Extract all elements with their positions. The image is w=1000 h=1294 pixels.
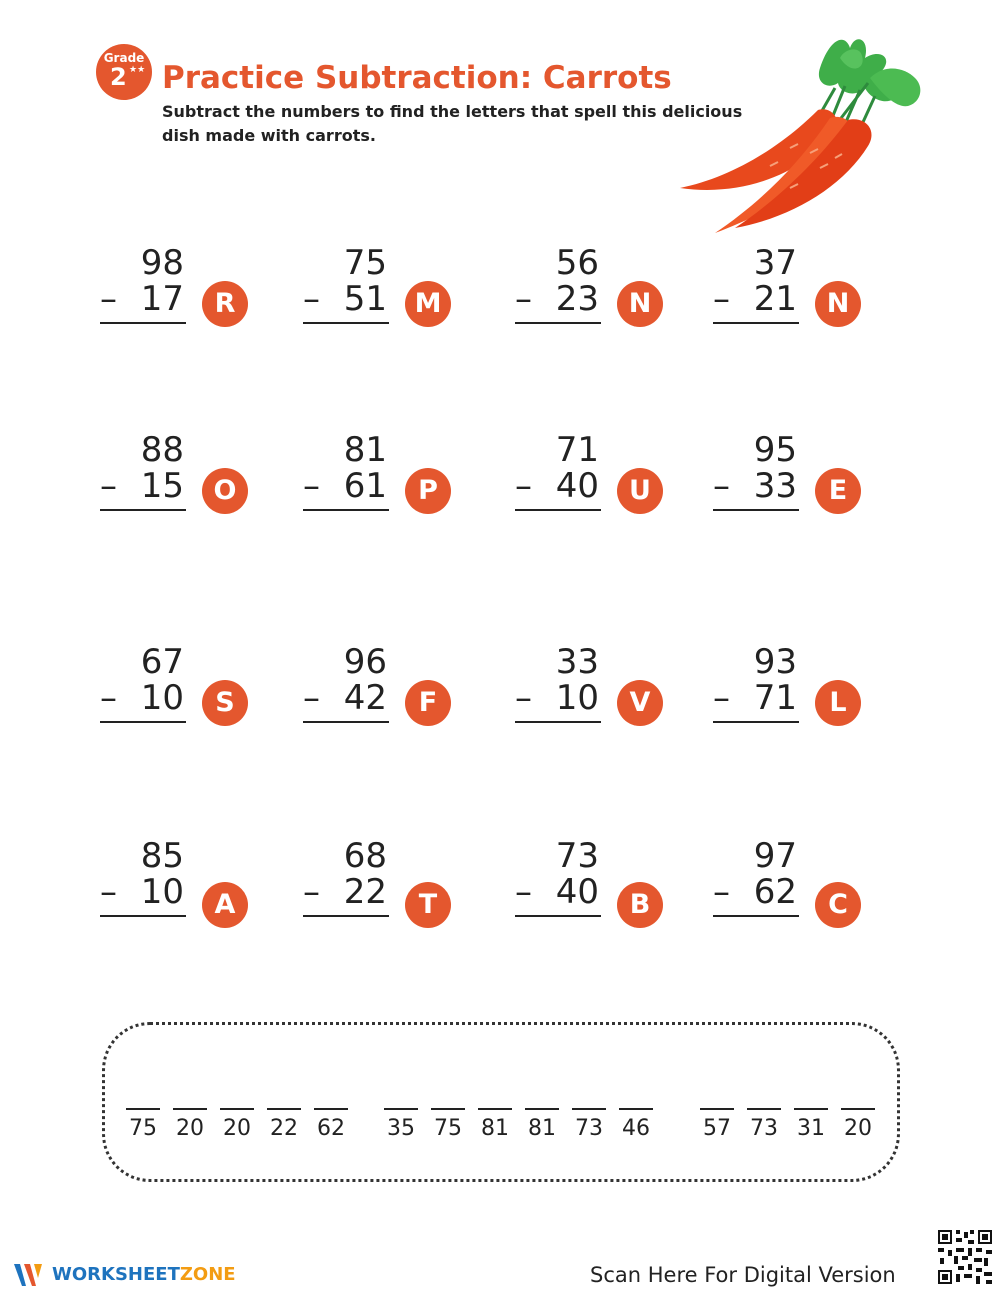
- minus-sign: –: [713, 678, 730, 718]
- blank-line: [619, 1108, 653, 1110]
- subtrahend: 23: [555, 279, 599, 319]
- blank-line: [314, 1108, 348, 1110]
- blank-number: 20: [223, 1116, 251, 1141]
- blank-number: 35: [387, 1116, 415, 1141]
- answer-line: [713, 509, 799, 511]
- worksheetzone-logo-icon: [12, 1260, 48, 1290]
- answer-blank[interactable]: [126, 1108, 160, 1141]
- minuend: 56: [555, 243, 599, 283]
- blank-number: 20: [844, 1116, 872, 1141]
- answer-blank[interactable]: [384, 1108, 418, 1141]
- answer-blank[interactable]: [700, 1108, 734, 1141]
- minuend: 96: [343, 642, 387, 682]
- letter-badge: O: [202, 468, 248, 514]
- minus-sign: –: [303, 466, 320, 506]
- grade-stars-icon: ★★: [129, 65, 146, 75]
- answer-line: [713, 721, 799, 723]
- minuend: 68: [343, 836, 387, 876]
- blank-number: 22: [270, 1116, 298, 1141]
- answer-blank[interactable]: [747, 1108, 781, 1141]
- letter-badge: F: [405, 680, 451, 726]
- minuend: 93: [753, 642, 797, 682]
- minus-sign: –: [713, 872, 730, 912]
- subtrahend: 17: [140, 279, 184, 319]
- subtraction-problem: [303, 245, 503, 345]
- answer-blank[interactable]: [619, 1108, 653, 1141]
- subtrahend: 42: [343, 678, 387, 718]
- minuend: 97: [753, 836, 797, 876]
- subtrahend: 10: [555, 678, 599, 718]
- blank-number: 81: [481, 1116, 509, 1141]
- blank-number: 57: [703, 1116, 731, 1141]
- subtrahend: 40: [555, 466, 599, 506]
- grade-label: Grade: [103, 51, 145, 65]
- blank-line: [478, 1108, 512, 1110]
- blank-line: [220, 1108, 254, 1110]
- answer-blank[interactable]: [314, 1108, 348, 1141]
- answer-blank[interactable]: [173, 1108, 207, 1141]
- minus-sign: –: [303, 678, 320, 718]
- minuend: 81: [343, 430, 387, 470]
- minus-sign: –: [100, 466, 117, 506]
- answer-blank[interactable]: [794, 1108, 828, 1141]
- minuend: 37: [753, 243, 797, 283]
- brand-name-part1: WORKSHEET: [52, 1264, 180, 1285]
- brand-name-part2: ZONE: [179, 1264, 236, 1285]
- subtraction-problem: [515, 644, 715, 744]
- subtrahend: 10: [140, 872, 184, 912]
- blank-line: [384, 1108, 418, 1110]
- blank-line: [747, 1108, 781, 1110]
- answer-line: [100, 509, 186, 511]
- blank-number: 31: [797, 1116, 825, 1141]
- subtrahend: 61: [343, 466, 387, 506]
- blank-line: [173, 1108, 207, 1110]
- blank-number: 20: [176, 1116, 204, 1141]
- blank-line: [431, 1108, 465, 1110]
- blank-line: [525, 1108, 559, 1110]
- minuend: 71: [555, 430, 599, 470]
- minuend: 67: [140, 642, 184, 682]
- subtraction-problem: [303, 432, 503, 532]
- subtraction-problem: [713, 644, 913, 744]
- blank-number: 81: [528, 1116, 556, 1141]
- answer-line: [100, 721, 186, 723]
- subtraction-problem: [100, 644, 300, 744]
- minus-sign: –: [515, 678, 532, 718]
- subtraction-problem: [515, 838, 715, 938]
- answer-line: [303, 322, 389, 324]
- subtrahend: 10: [140, 678, 184, 718]
- page-subtitle: Subtract the numbers to find the letters that spell this delicious dish made with carrots.: [162, 102, 743, 145]
- minuend: 95: [753, 430, 797, 470]
- blank-number: 75: [129, 1116, 157, 1141]
- blank-line: [794, 1108, 828, 1110]
- answer-line: [303, 721, 389, 723]
- letter-badge: V: [617, 680, 663, 726]
- answer-box: [102, 1022, 900, 1182]
- minus-sign: –: [100, 872, 117, 912]
- letter-badge: M: [405, 281, 451, 327]
- blank-number: 75: [434, 1116, 462, 1141]
- subtraction-problem: [515, 432, 715, 532]
- grade-number: 2: [110, 63, 127, 91]
- answer-line: [100, 915, 186, 917]
- blank-number: 73: [575, 1116, 603, 1141]
- letter-badge: C: [815, 882, 861, 928]
- answer-blank[interactable]: [572, 1108, 606, 1141]
- answer-line: [100, 322, 186, 324]
- letter-badge: S: [202, 680, 248, 726]
- blank-number: 62: [317, 1116, 345, 1141]
- grade-badge: [96, 44, 152, 100]
- letter-badge: N: [815, 281, 861, 327]
- letter-badge: U: [617, 468, 663, 514]
- answer-blank[interactable]: [525, 1108, 559, 1141]
- minus-sign: –: [303, 872, 320, 912]
- brand-name: [52, 1264, 236, 1285]
- answer-blank[interactable]: [267, 1108, 301, 1141]
- minus-sign: –: [515, 872, 532, 912]
- subtrahend: 21: [753, 279, 797, 319]
- minus-sign: –: [515, 279, 532, 319]
- page-title: Practice Subtraction: Carrots: [162, 60, 672, 96]
- subtrahend: 51: [343, 279, 387, 319]
- blank-line: [267, 1108, 301, 1110]
- letter-badge: N: [617, 281, 663, 327]
- minuend: 73: [555, 836, 599, 876]
- subtraction-problem: [100, 432, 300, 532]
- letter-badge: B: [617, 882, 663, 928]
- blank-number: 73: [750, 1116, 778, 1141]
- qr-code-icon[interactable]: [936, 1228, 994, 1286]
- answer-line: [515, 721, 601, 723]
- answer-line: [303, 509, 389, 511]
- letter-badge: T: [405, 882, 451, 928]
- minus-sign: –: [713, 279, 730, 319]
- subtrahend: 33: [753, 466, 797, 506]
- subtrahend: 22: [343, 872, 387, 912]
- minuend: 33: [555, 642, 599, 682]
- letter-badge: R: [202, 281, 248, 327]
- minuend: 85: [140, 836, 184, 876]
- scan-instruction: Scan Here For Digital Version: [590, 1263, 896, 1287]
- minuend: 75: [343, 243, 387, 283]
- answer-blank[interactable]: [478, 1108, 512, 1141]
- subtraction-problem: [303, 644, 503, 744]
- answer-line: [713, 915, 799, 917]
- blank-line: [841, 1108, 875, 1110]
- subtrahend: 62: [753, 872, 797, 912]
- subtraction-problem: [713, 838, 913, 938]
- answer-blank[interactable]: [220, 1108, 254, 1141]
- blank-number: 46: [622, 1116, 650, 1141]
- carrots-illustration: [670, 28, 930, 243]
- subtraction-problem: [713, 245, 913, 345]
- letter-badge: P: [405, 468, 451, 514]
- answer-line: [713, 322, 799, 324]
- subtrahend: 40: [555, 872, 599, 912]
- answer-blank[interactable]: [841, 1108, 875, 1141]
- minuend: 98: [140, 243, 184, 283]
- answer-line: [515, 915, 601, 917]
- subtraction-problem: [713, 432, 913, 532]
- minus-sign: –: [515, 466, 532, 506]
- answer-line: [303, 915, 389, 917]
- carrot-icon: [680, 109, 871, 233]
- minuend: 88: [140, 430, 184, 470]
- minus-sign: –: [303, 279, 320, 319]
- minus-sign: –: [713, 466, 730, 506]
- subtraction-problem: [100, 245, 300, 345]
- blank-line: [126, 1108, 160, 1110]
- blank-line: [700, 1108, 734, 1110]
- answer-line: [515, 322, 601, 324]
- letter-badge: E: [815, 468, 861, 514]
- subtraction-problem: [515, 245, 715, 345]
- answer-line: [515, 509, 601, 511]
- minus-sign: –: [100, 279, 117, 319]
- subtraction-problem: [100, 838, 300, 938]
- letter-badge: L: [815, 680, 861, 726]
- letter-badge: A: [202, 882, 248, 928]
- subtrahend: 15: [140, 466, 184, 506]
- minus-sign: –: [100, 678, 117, 718]
- blank-line: [572, 1108, 606, 1110]
- answer-blank[interactable]: [431, 1108, 465, 1141]
- subtraction-problem: [303, 838, 503, 938]
- subtrahend: 71: [753, 678, 797, 718]
